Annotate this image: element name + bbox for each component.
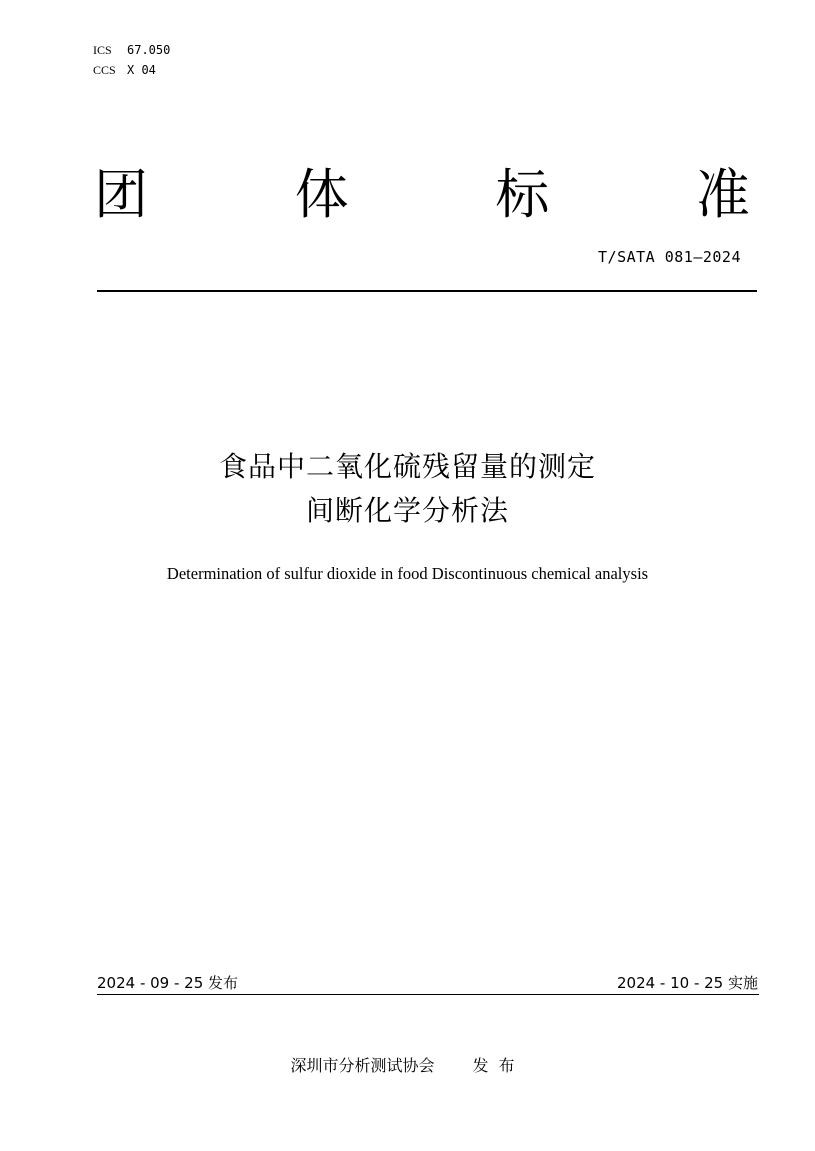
title-zh-line-1: 食品中二氧化硫残留量的测定 xyxy=(218,450,596,483)
ics-code: 67.050 xyxy=(127,43,171,57)
standard-number: T/SATA 081—2024 xyxy=(598,248,741,266)
ics-row xyxy=(93,40,170,60)
publish-date: 2024 - 09 - 25 发布 xyxy=(97,974,239,992)
ccs-code: X 04 xyxy=(127,63,156,77)
ccs-label: CCS xyxy=(93,63,116,77)
standard-type-char: 标 xyxy=(495,163,550,226)
classification-codes xyxy=(93,40,170,80)
top-divider xyxy=(97,290,757,292)
standard-type-char: 准 xyxy=(695,163,750,226)
ccs-row xyxy=(93,60,170,80)
title-zh-line-2: 间断化学分析法 xyxy=(305,494,509,527)
issuer-name: 深圳市分析测试协会 xyxy=(290,1056,435,1075)
document-title-en: Determination of sulfur dioxide in food Discontinuous chemical analysis xyxy=(166,564,649,583)
bottom-divider xyxy=(97,994,759,995)
standard-type-char: 团 xyxy=(94,163,148,226)
issuer-line xyxy=(0,1053,815,1076)
document-title-zh xyxy=(0,445,815,533)
implement-date: 2024 - 10 - 25 实施 xyxy=(616,974,758,992)
ics-label: ICS xyxy=(93,43,112,57)
standard-type-heading xyxy=(94,160,750,230)
issue-word: 发布 xyxy=(472,1056,525,1075)
standard-type-char: 体 xyxy=(294,163,349,226)
